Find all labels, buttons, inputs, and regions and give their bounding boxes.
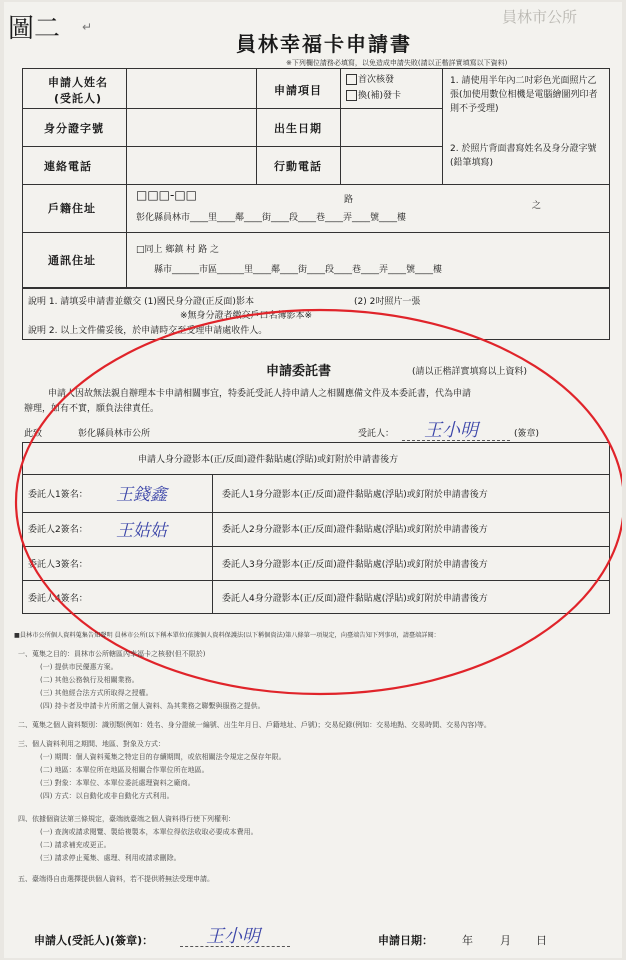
delegator-1-signature[interactable]: 王錢鑫 (116, 485, 167, 505)
privacy-line: (三) 其他經合法方式所取得之授權。 (40, 689, 153, 697)
form-title: 員林幸福卡申請書 (236, 32, 412, 56)
delegation-hint: (請以正楷詳實填寫以上資料) (412, 367, 528, 377)
mailing-label: 通訊住址 (48, 254, 96, 267)
footer-month: 月 (500, 934, 511, 947)
delegation-title: 申請委託書 (266, 364, 332, 379)
delegation-para-1: 申請人因故無法親自辦理本卡申請相關事宜，特委託受託人持申請人之相關應備文件及本委託書，代為申請 (48, 389, 472, 399)
privacy-line: (二) 地區：本單位所在地區及相關合作單位所在地區。 (40, 766, 209, 774)
delegator-2-id-area: 委託人2身分證影本(正/反面)證件黏貼處(浮貼)或釘附於申請書後方 (222, 525, 488, 535)
household-label: 戶籍住址 (48, 202, 96, 215)
photo-note-2: 2. 於照片背面書寫姓名及身分證字號(鉛筆填寫) (450, 144, 597, 168)
return-mark: ↵ (82, 20, 93, 34)
note-2: 說明 2. 以上文件備妥後，於申請時交至受理申請處收件人。 (28, 326, 268, 336)
privacy-title: ■員林市公所個人資料蒐集告知聲明 員林市公所(以下稱本單位)依據個人資料保護法(以下稱個資法)第八條第一項規定，向臺端告知下列事項，請臺端詳閱： (14, 632, 440, 639)
delegator-3-id-area: 委託人3身分證影本(正/反面)證件黏貼處(浮貼)或釘附於申請書後方 (222, 560, 488, 570)
photo-note-1: 1. 請使用半年內二吋彩色光面照片乙張(加使用數位相機是電腦繪圖列印者則不予受理) (450, 76, 598, 114)
privacy-line: (三) 對象：本單位、本單位委託處理資料之廠商。 (40, 779, 195, 787)
privacy-line: (三) 請求停止蒐集、處理、利用或請求刪除。 (40, 854, 181, 862)
privacy-line: 三、個人資料利用之期間、地區、對象及方式： (18, 740, 165, 748)
privacy-line: (一) 查詢或請求閱覽、製給複製本，本單位得依法收取必要成本費用。 (40, 828, 258, 836)
delegation-table-header: 申請人身分證影本(正/反面)證件黏貼處(浮貼)或釘附於申請書後方 (138, 455, 399, 465)
privacy-line: (四) 方式：以自動化或非自動化方式利用。 (40, 792, 174, 800)
note-1b: (2) 2吋照片一張 (354, 297, 421, 307)
first-issue-label: 首次核發 (358, 75, 395, 85)
privacy-body (18, 648, 618, 886)
form-page (4, 2, 622, 958)
delegator-3-label: 委託人3簽名： (28, 560, 88, 570)
seal-label: (簽章) (514, 429, 540, 439)
privacy-line: (二) 其他公務執行及相關業務。 (40, 676, 139, 684)
name-sub-label: (受託人) (54, 92, 103, 105)
delegation-para-2: 辦理，如有不實，願負法律責任。 (24, 404, 160, 414)
mailing-line1: □同上 鄉鎮 村 路 之 (136, 245, 219, 255)
privacy-line: 二、蒐集之個人資料類別：識別類(例如：姓名、身分證統一編號、出生年月日、戶籍地址、戶號)；交易紀錄(例如：交易地點、交易時間、交易內容)等。 (18, 721, 491, 729)
footer-date-label: 申請日期： (378, 934, 433, 947)
privacy-line: (一) 期間：個人資料蒐集之特定目的存續期間，或依相關法令規定之保存年限。 (40, 753, 286, 761)
note-1: 說明 1. 請填妥申請書並繳交 (1)國民身分證(正反面)影本 (28, 297, 254, 307)
item-label: 申請項目 (274, 84, 322, 97)
delegator-1-label: 委託人1簽名： (28, 490, 88, 500)
delegator-1-id-area: 委託人1身分證影本(正/反面)證件黏貼處(浮貼)或釘附於申請書後方 (222, 490, 488, 500)
trustee-label: 受託人： (358, 429, 395, 439)
footer-applicant-label: 申請人(受託人)(簽章)： (34, 934, 154, 947)
delegator-4-label: 委託人4簽名： (28, 594, 88, 604)
form-subnote: ※下列欄位請務必填寫，以免造成申請失敗(請以正楷詳實填寫以下資料) (286, 59, 508, 67)
mailing-line2: 縣市______市區______里____鄰____街____段____巷____弄____號____樓 (154, 265, 443, 275)
privacy-line: (一) 提供市民優惠方案。 (40, 663, 118, 671)
watermark: 員林市公所 (502, 8, 578, 26)
household-zhi: 之 (532, 201, 542, 211)
delegator-2-signature[interactable]: 王姑姑 (116, 521, 167, 541)
footer-day: 日 (536, 934, 547, 947)
trustee-signature[interactable]: 王小明 (424, 420, 478, 441)
to-value: 彰化縣員林市公所 (78, 429, 151, 439)
household-road: 路 (344, 195, 354, 205)
mobile-label: 行動電話 (274, 160, 322, 173)
replace-label: 換(補)發卡 (358, 91, 402, 101)
household-postal: □□□-□□ (136, 188, 198, 202)
household-address: 彰化縣員林市____里____鄰____街____段____巷____弄____號____樓 (136, 213, 407, 223)
privacy-line: 四、依據個資法第三條規定，臺端就臺端之個人資料得行使下列權利： (18, 815, 235, 823)
privacy-line: 五、臺端得自由選擇提供個人資料，若不提供將無法受理申請。 (18, 875, 214, 883)
privacy-line: (四) 持卡者及申請卡片所需之個人資料、為其業務之聯繫與服務之提供。 (40, 702, 265, 710)
phone-label: 連絡電話 (44, 160, 92, 173)
privacy-line: (二) 請求補充或更正。 (40, 841, 111, 849)
delegator-2-label: 委託人2簽名： (28, 525, 88, 535)
figure-label: 圖二 (8, 14, 61, 44)
footer-applicant-signature[interactable]: 王小明 (206, 926, 260, 947)
birth-label: 出生日期 (274, 122, 322, 135)
footer-year: 年 (462, 934, 473, 947)
privacy-line: 一、蒐集之目的：員林市公所轄區內幸福卡之核發(但不限於) (18, 650, 206, 658)
id-label: 身分證字號 (44, 122, 104, 135)
to-label: 此致 (24, 429, 43, 439)
delegator-4-id-area: 委託人4身分證影本(正/反面)證件黏貼處(浮貼)或釘附於申請書後方 (222, 594, 488, 604)
name-label: 申請人姓名 (48, 76, 108, 89)
note-1c: ※無身分證者繳交戶口名簿影本※ (180, 311, 313, 321)
